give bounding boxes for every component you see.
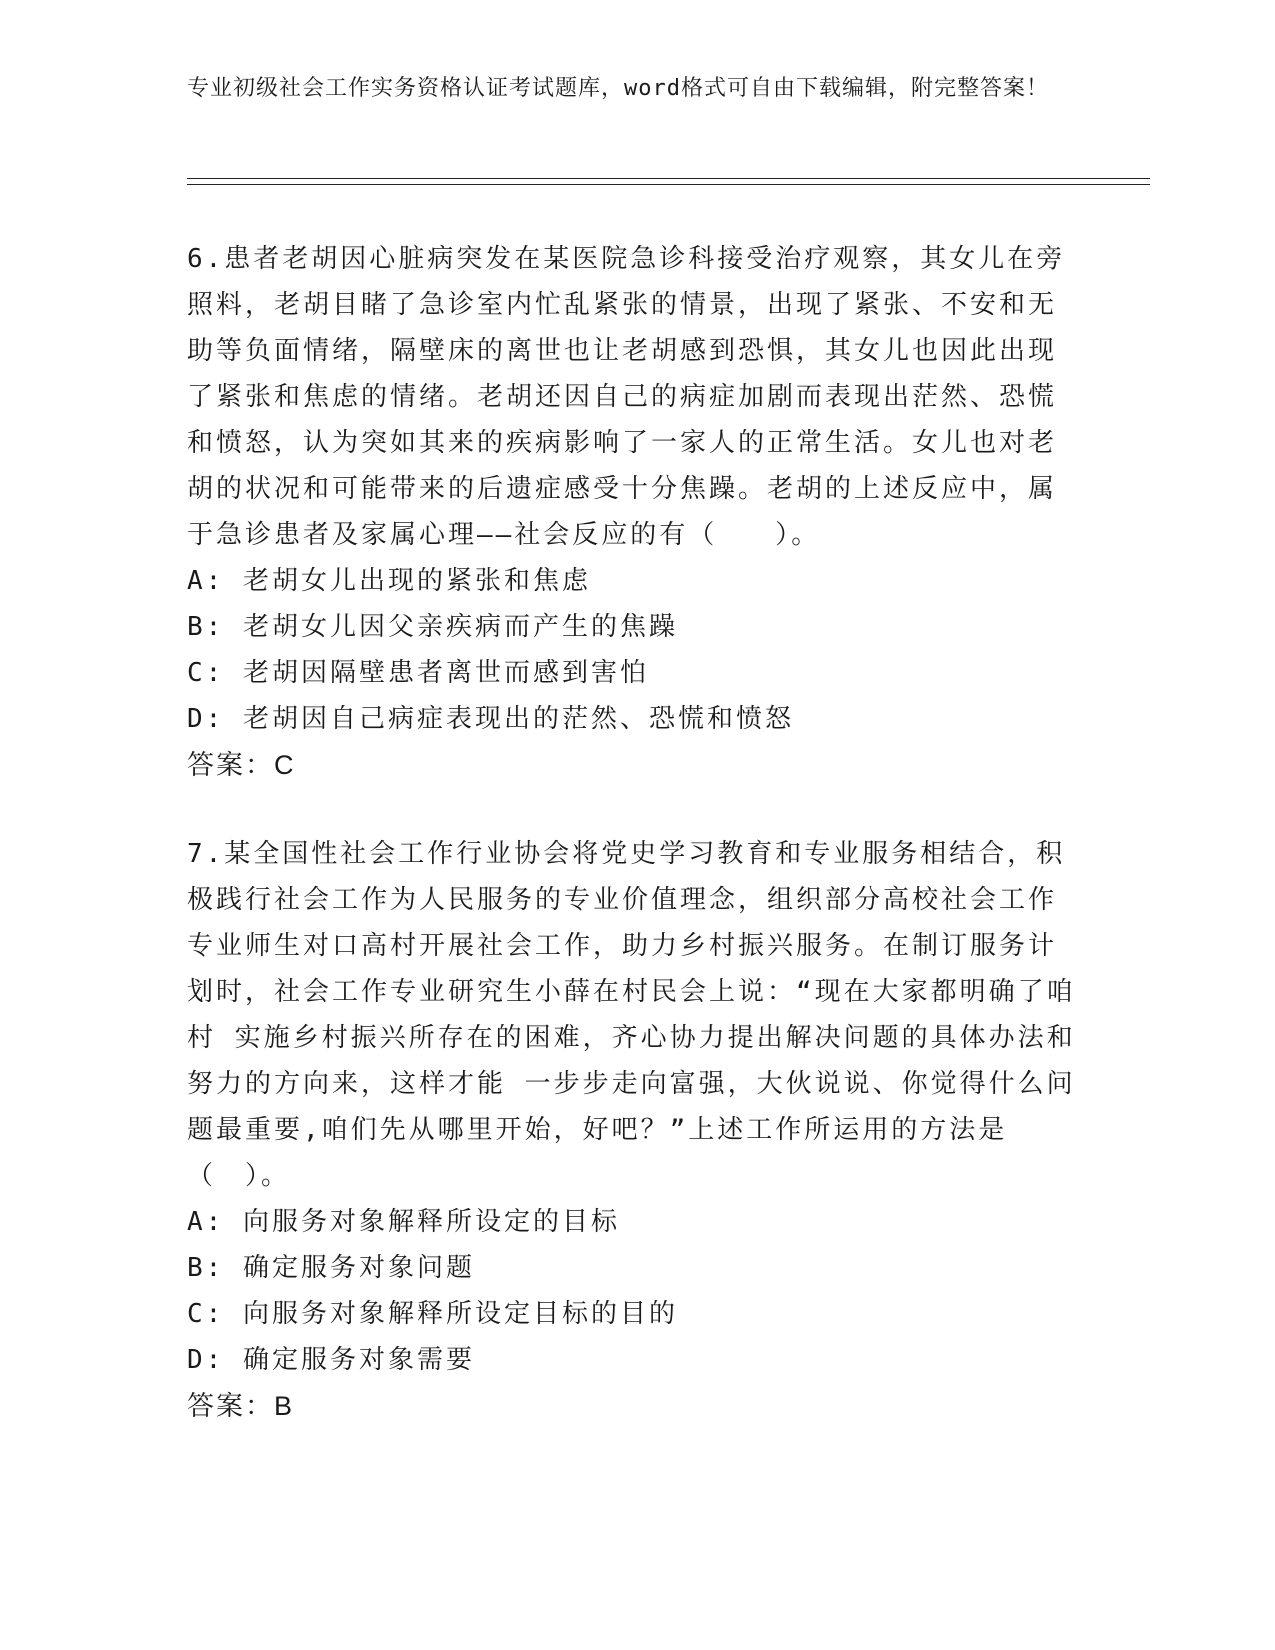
option-c: C: 老胡因隔壁患者离世而感到害怕 <box>187 658 649 688</box>
option-a: A: 向服务对象解释所设定的目标 <box>187 1207 620 1237</box>
option-d: D: 确定服务对象需要 <box>187 1345 475 1375</box>
option-b: B: 确定服务对象问题 <box>187 1253 475 1283</box>
question-stem: 6.患者老胡因心脏病突发在某医院急诊科接受治疗观察，其女儿在旁照料，老胡目睹了急诊室内忙乱紧张的情景，出现了紧张、不安和无助等负面情绪，隔壁床的离世也让老胡感到恐惧，其女儿也因此出现了紧张和焦虑的情绪。老胡还因自己的病症加剧而表现出茫然、恐慌和愤怒，认为突如其来的疾病影响了一家人的正常生活。女儿也对老胡的状况和可能带来的后遗症感受十分焦躁。老胡的上述反应中，属于急诊患者及家属心理——社会反应的有（ ）。 <box>187 244 1066 550</box>
question-6 <box>187 236 1082 788</box>
option-b: B: 老胡女儿因父亲疾病而产生的焦躁 <box>187 612 678 642</box>
option-a: A: 老胡女儿出现的紧张和焦虑 <box>187 566 591 596</box>
option-c: C: 向服务对象解释所设定目标的目的 <box>187 1299 678 1329</box>
option-d: D: 老胡因自己病症表现出的茫然、恐慌和愤怒 <box>187 704 794 734</box>
question-7 <box>187 831 1082 1429</box>
question-stem: 7.某全国性社会工作行业协会将党史学习教育和专业服务相结合，积极践行社会工作为人民服务的专业价值理念，组织部分高校社会工作专业师生对口高村开展社会工作，助力乡村振兴服务。在制订服务计划时，社会工作专业研究生小薛在村民会上说：“现在大家都明确了咱村 实施乡村振兴所存在的困难，齐心协力提出解决问题的具体办法和努力的方向来，这样才能 一步步走向富强，大伙说说、你觉得什么问题最重要,咱们先从哪里开始，好吧？”上述工作所运用的方法是（ ）。 <box>187 839 1076 1191</box>
answer-line: 答案：C <box>187 750 296 780</box>
header-divider-top <box>187 178 1150 179</box>
answer-line: 答案：B <box>187 1391 295 1421</box>
document-header: 专业初级社会工作实务资格认证考试题库，word格式可自由下载编辑，附完整答案！ <box>187 76 1049 101</box>
header-divider-bottom <box>187 184 1150 185</box>
